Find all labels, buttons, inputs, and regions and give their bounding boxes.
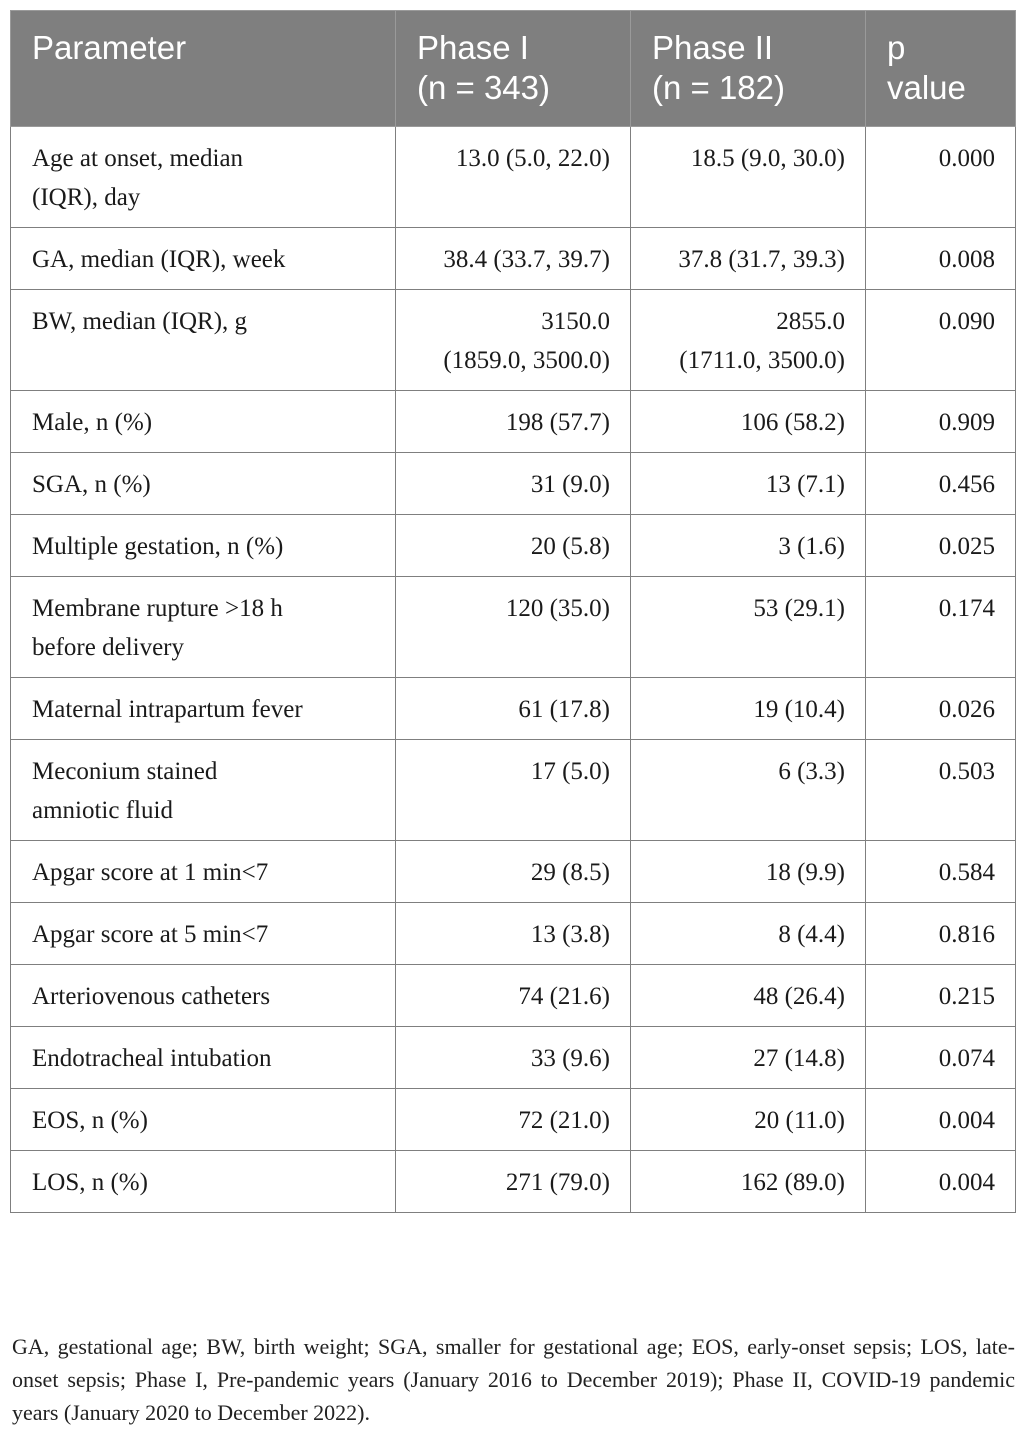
table-row	[11, 903, 1016, 965]
table-row	[11, 391, 1016, 453]
cell-phase-1-line: 198 (57.7)	[505, 409, 610, 436]
cell-phase-1-line: 29 (8.5)	[530, 859, 610, 886]
cell-phase-1-line: 72 (21.0)	[518, 1107, 610, 1134]
cell-parameter	[11, 290, 396, 391]
cell-parameter-line: LOS, n (%)	[32, 1169, 148, 1196]
cell-p-value: 0.503	[866, 740, 1016, 841]
cell-phase-2-line: 48 (26.4)	[753, 983, 845, 1010]
cell-parameter-line: Apgar score at 1 min<7	[32, 859, 269, 886]
cell-parameter	[11, 515, 396, 577]
table-footnote: GA, gestational age; BW, birth weight; SGA, smaller for gestational age; EOS, early-onset sepsis; LOS, late-onset sepsis; Phase I, Pre-pandemic years (January 2016 to December 2019); Phase II, COVID-19 pandemic years (January 2020 to December 2022).	[12, 1334, 1015, 1425]
table-row	[11, 1089, 1016, 1151]
cell-phase-2	[631, 515, 866, 577]
cell-phase-2-line: 18 (9.9)	[765, 859, 845, 886]
cell-phase-1-line: 3150.0	[541, 308, 610, 335]
cell-parameter-line: Arteriovenous catheters	[32, 983, 271, 1010]
cell-phase-1	[396, 841, 631, 903]
cell-p-value: 0.004	[866, 1089, 1016, 1151]
cell-p-value: 0.456	[866, 453, 1016, 515]
cell-phase-2	[631, 228, 866, 290]
header-row	[11, 11, 1016, 127]
header-phase-1-line2: (n = 343)	[417, 69, 550, 106]
cell-parameter-line: Meconium stained	[32, 758, 218, 785]
cell-p-value: 0.174	[866, 577, 1016, 678]
cell-phase-2	[631, 453, 866, 515]
header-parameter-line1: Parameter	[32, 29, 187, 66]
cell-parameter-line: before delivery	[32, 634, 185, 661]
cell-phase-2	[631, 903, 866, 965]
header-parameter	[11, 11, 396, 127]
cell-phase-1	[396, 453, 631, 515]
cell-phase-2-line: (1711.0, 3500.0)	[679, 347, 845, 374]
cell-phase-1-line: 13 (3.8)	[530, 921, 610, 948]
cell-phase-1-line: 61 (17.8)	[518, 696, 610, 723]
cell-parameter	[11, 740, 396, 841]
cell-p-value: 0.090	[866, 290, 1016, 391]
table-body	[11, 127, 1016, 1213]
cell-phase-2-line: 37.8 (31.7, 39.3)	[678, 246, 845, 273]
table-row	[11, 1027, 1016, 1089]
cell-phase-2	[631, 127, 866, 228]
cell-phase-2-line: 53 (29.1)	[753, 595, 845, 622]
cell-phase-2	[631, 1151, 866, 1213]
table-container	[10, 10, 1015, 1213]
cell-phase-1-line: (1859.0, 3500.0)	[443, 347, 610, 374]
cell-phase-2-line: 162 (89.0)	[740, 1169, 845, 1196]
cell-phase-1-line: 20 (5.8)	[530, 533, 610, 560]
cell-phase-2	[631, 1027, 866, 1089]
cell-parameter-line: Male, n (%)	[32, 409, 153, 436]
cell-p-value: 0.074	[866, 1027, 1016, 1089]
table-row	[11, 678, 1016, 740]
cell-parameter-line: Endotracheal intubation	[32, 1045, 272, 1072]
cell-p-value: 0.000	[866, 127, 1016, 228]
table-row	[11, 841, 1016, 903]
cell-phase-2	[631, 678, 866, 740]
cell-phase-1	[396, 740, 631, 841]
cell-p-value: 0.026	[866, 678, 1016, 740]
cell-parameter-line: GA, median (IQR), week	[32, 246, 286, 273]
header-phase-2-line1: Phase II	[652, 29, 774, 66]
cell-phase-2-line: 20 (11.0)	[754, 1107, 845, 1134]
table-row	[11, 1151, 1016, 1213]
header-p-value	[866, 11, 1016, 127]
table-row	[11, 577, 1016, 678]
cell-phase-2-line: 6 (3.3)	[778, 758, 845, 785]
cell-parameter	[11, 678, 396, 740]
cell-parameter-line: EOS, n (%)	[32, 1107, 148, 1134]
cell-phase-1	[396, 391, 631, 453]
cell-parameter-line: SGA, n (%)	[32, 471, 151, 498]
cell-phase-2-line: 27 (14.8)	[753, 1045, 845, 1072]
cell-parameter-line: Maternal intrapartum fever	[32, 696, 303, 723]
cell-parameter	[11, 127, 396, 228]
cell-phase-2	[631, 391, 866, 453]
header-p-value-line2: value	[887, 69, 966, 106]
cell-p-value: 0.004	[866, 1151, 1016, 1213]
table-row	[11, 965, 1016, 1027]
cell-p-value: 0.025	[866, 515, 1016, 577]
cell-parameter-line: (IQR), day	[32, 184, 141, 211]
cell-parameter-line: Age at onset, median	[32, 145, 244, 172]
cell-phase-1-line: 13.0 (5.0, 22.0)	[455, 145, 610, 172]
cell-p-value: 0.816	[866, 903, 1016, 965]
table-row	[11, 228, 1016, 290]
header-phase-1-line1: Phase I	[417, 29, 529, 66]
cell-parameter	[11, 453, 396, 515]
cell-parameter-line: Multiple gestation, n (%)	[32, 533, 284, 560]
cell-p-value: 0.215	[866, 965, 1016, 1027]
cell-phase-2-line: 3 (1.6)	[778, 533, 845, 560]
cell-phase-1	[396, 127, 631, 228]
cell-p-value: 0.584	[866, 841, 1016, 903]
header-phase-1	[396, 11, 631, 127]
cell-phase-2-line: 2855.0	[776, 308, 845, 335]
cell-phase-1	[396, 228, 631, 290]
cell-parameter-line: amniotic fluid	[32, 797, 173, 824]
cell-phase-1-line: 33 (9.6)	[530, 1045, 610, 1072]
cell-phase-2	[631, 1089, 866, 1151]
cell-phase-1-line: 74 (21.6)	[518, 983, 610, 1010]
cell-phase-1	[396, 1027, 631, 1089]
data-table	[10, 10, 1016, 1213]
cell-phase-1	[396, 678, 631, 740]
cell-phase-1	[396, 965, 631, 1027]
cell-phase-1	[396, 903, 631, 965]
header-phase-2-line2: (n = 182)	[652, 69, 785, 106]
header-p-value-line1: p	[887, 29, 906, 66]
table-row	[11, 740, 1016, 841]
cell-parameter	[11, 965, 396, 1027]
cell-parameter	[11, 1027, 396, 1089]
cell-phase-1	[396, 515, 631, 577]
table-row	[11, 127, 1016, 228]
cell-parameter	[11, 391, 396, 453]
cell-phase-2-line: 18.5 (9.0, 30.0)	[690, 145, 845, 172]
cell-phase-2	[631, 740, 866, 841]
cell-phase-1-line: 38.4 (33.7, 39.7)	[443, 246, 610, 273]
cell-phase-2-line: 8 (4.4)	[778, 921, 845, 948]
cell-phase-2	[631, 577, 866, 678]
cell-parameter	[11, 1151, 396, 1213]
cell-phase-2-line: 19 (10.4)	[753, 696, 845, 723]
cell-p-value: 0.909	[866, 391, 1016, 453]
table-row	[11, 290, 1016, 391]
cell-parameter-line: Apgar score at 5 min<7	[32, 921, 269, 948]
cell-parameter-line: Membrane rupture >18 h	[32, 595, 283, 622]
cell-phase-1-line: 17 (5.0)	[530, 758, 610, 785]
table-header	[11, 11, 1016, 127]
cell-parameter	[11, 841, 396, 903]
cell-phase-2-line: 13 (7.1)	[765, 471, 845, 498]
cell-parameter	[11, 903, 396, 965]
cell-phase-1-line: 31 (9.0)	[530, 471, 610, 498]
cell-parameter	[11, 1089, 396, 1151]
table-row	[11, 515, 1016, 577]
cell-phase-1	[396, 1151, 631, 1213]
cell-parameter	[11, 228, 396, 290]
table-row	[11, 453, 1016, 515]
cell-p-value: 0.008	[866, 228, 1016, 290]
cell-parameter-line: BW, median (IQR), g	[32, 308, 248, 335]
cell-phase-1	[396, 577, 631, 678]
cell-phase-2	[631, 841, 866, 903]
cell-phase-1	[396, 1089, 631, 1151]
header-phase-2	[631, 11, 866, 127]
cell-phase-1-line: 120 (35.0)	[505, 595, 610, 622]
cell-parameter	[11, 577, 396, 678]
cell-phase-2	[631, 965, 866, 1027]
cell-phase-2-line: 106 (58.2)	[740, 409, 845, 436]
cell-phase-2	[631, 290, 866, 391]
cell-phase-1	[396, 290, 631, 391]
cell-phase-1-line: 271 (79.0)	[505, 1169, 610, 1196]
